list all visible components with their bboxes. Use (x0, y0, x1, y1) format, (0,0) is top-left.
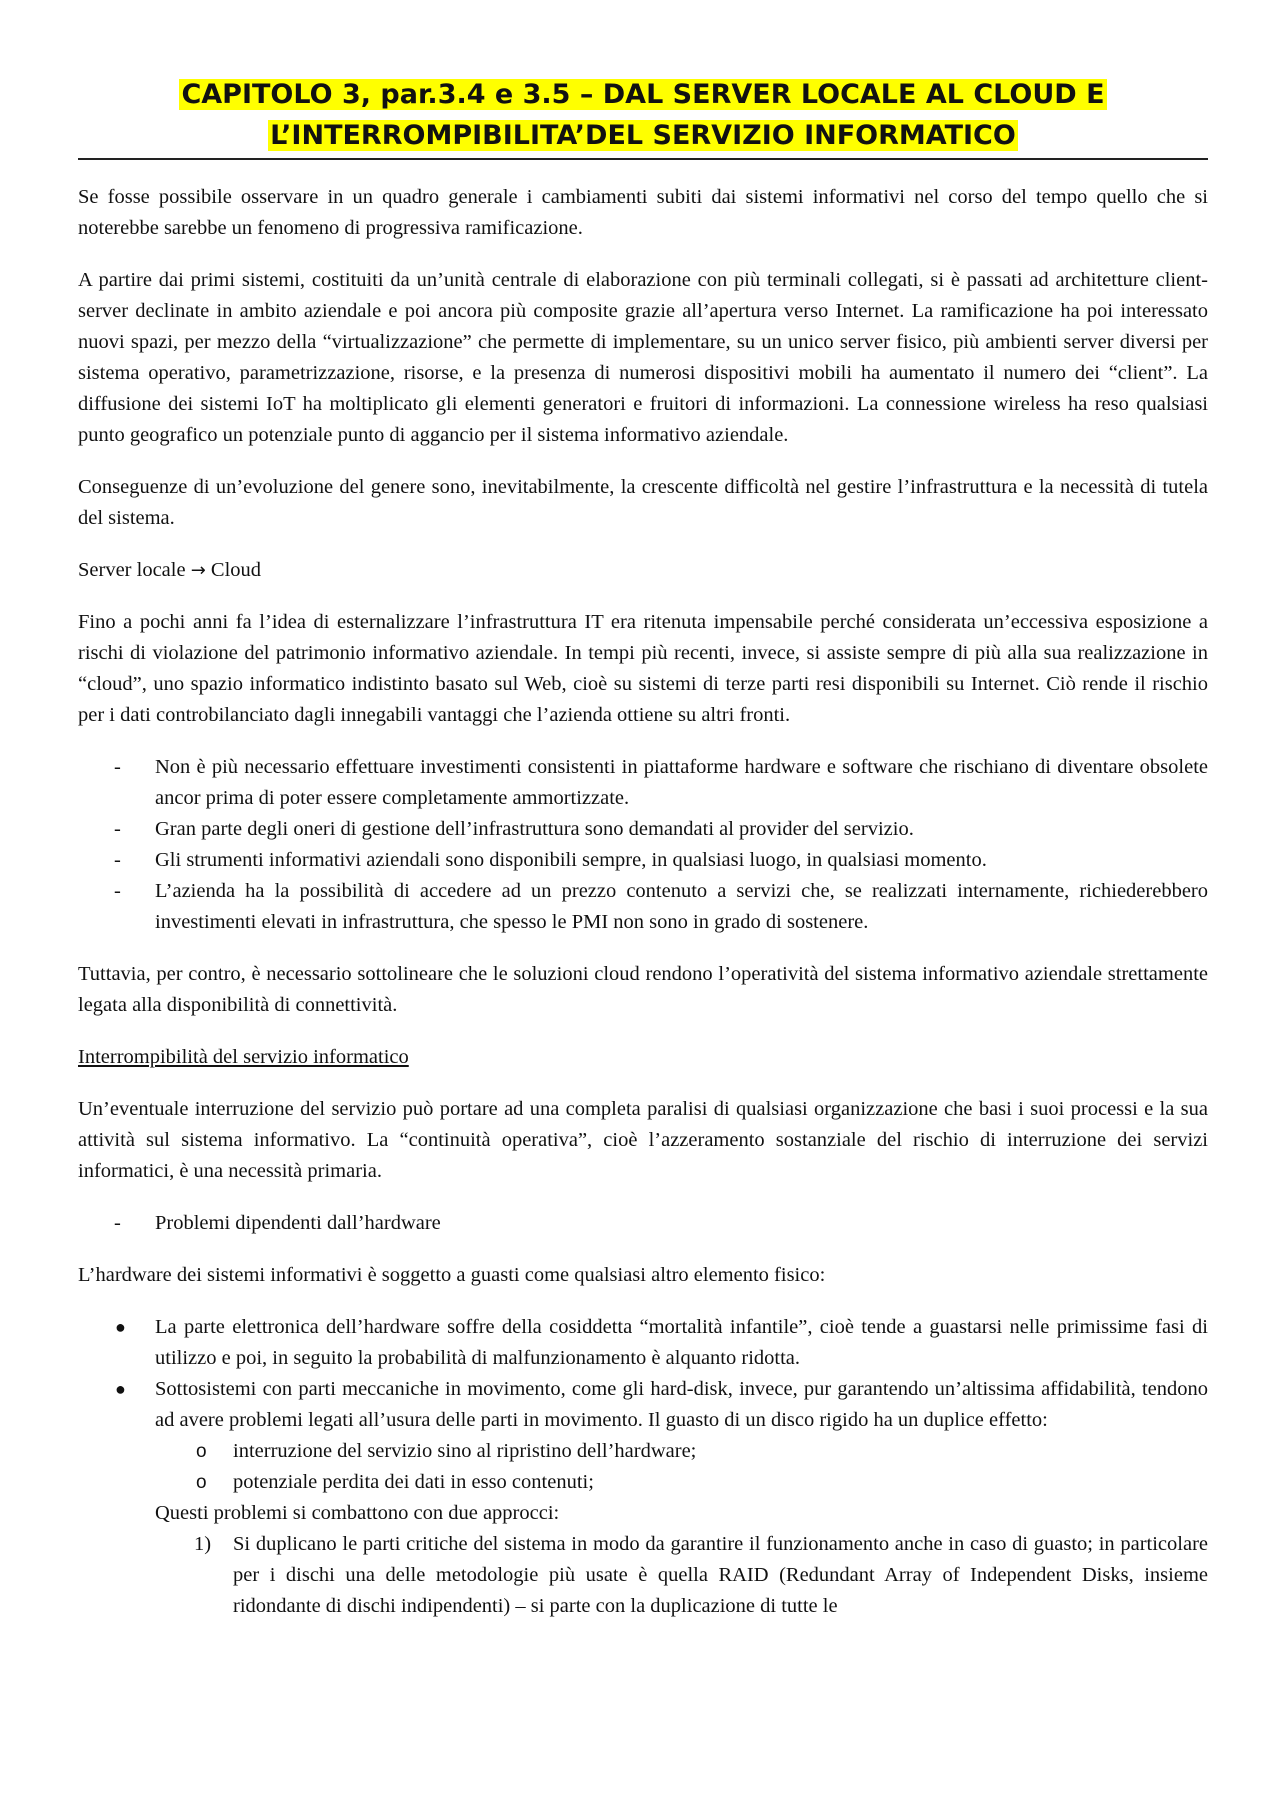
title-line-2: L’INTERROMPIBILITA’DEL SERVIZIO INFORMATICO (270, 120, 1016, 151)
dash-marker: - (114, 1212, 121, 1234)
intro-paragraph-1: Se fosse possibile osservare in un quadro generale i cambiamenti subiti dai sistemi informativi nel corso del tempo quello che si noterebbe sarebbe un fenomeno di progressiva ramificazione. (78, 186, 1208, 239)
interrupt-heading (78, 1042, 1208, 1073)
list-item (78, 814, 1208, 845)
approaches-intro: Questi problemi si combattono con due approcci: (155, 1502, 560, 1524)
cloud-heading-left: Server locale (78, 559, 186, 581)
approach-text: Si duplicano le parti critiche del sistema in modo da garantire il funzionamento anche in caso di guasto; in particolare per i dischi una delle metodologie più usate è quella RAID (Redundant Array of Independent Disks, insieme ridondante di dischi indipendenti) – si parte con la duplicazione di tutte le (233, 1533, 1208, 1617)
interrupt-paragraph-1: Un’eventuale interruzione del servizio può portare ad una completa paralisi di qualsiasi organizzazione che basi i suoi processi e la sua attività sul sistema informativo. La “continuità operativa”, cioè l’azzeramento sostanziale del rischio di interruzione dei servizi informatici, è una necessità primaria. (78, 1098, 1208, 1182)
list-item-text: L’azienda ha la possibilità di accedere ad un prezzo contenuto a servizi che, se realizzati internamente, richiederebbero investimenti elevati in infrastruttura, che spesso le PMI non sono in grado di sostenere. (155, 880, 1208, 933)
dash-marker: - (114, 880, 121, 902)
intro-paragraph-3: Conseguenze di un’evoluzione del genere sono, inevitabilmente, la crescente difficoltà nel gestire l’infrastruttura e la necessità di tutela del sistema. (78, 476, 1208, 529)
list-item (78, 845, 1208, 876)
intro-paragraph-2: A partire dai primi sistemi, costituiti da un’unità centrale di elaborazione con più terminali collegati, si è passati ad architetture client-server declinate in ambito aziendale e poi ancora più composite grazie all’apertura verso Internet. La ramificazione ha poi interessato nuovi spazi, per mezzo della “virtualizzazione” che permette di implementare, su un unico server fisico, più ambienti server diversi per sistema operativo, parametrizzazione, risorse, e la presenza di numerosi dispositivi mobili ha aumentato il numero dei “client”. La diffusione dei sistemi IoT ha moltiplicato gli elementi generatori e fruitori di informazioni. La connessione wireless ha reso qualsiasi punto geografico un potenziale punto di aggancio per il sistema informativo aziendale. (78, 269, 1208, 446)
effect-text: potenziale perdita dei dati in esso contenuti; (233, 1471, 594, 1493)
hardware-subheading-list (78, 1208, 1208, 1239)
effect-text: interruzione del servizio sino al ripristino dell’hardware; (233, 1440, 697, 1462)
title-line-1: CAPITOLO 3, par.3.4 e 3.5 – DAL SERVER LOCALE AL CLOUD E (181, 79, 1105, 110)
list-item (78, 1312, 1208, 1374)
hardware-subheading: Problemi dipendenti dall’hardware (155, 1212, 441, 1234)
list-item (78, 876, 1208, 938)
effects-list (78, 1436, 1208, 1498)
list-item-text: Gli strumenti informativi aziendali sono disponibili sempre, in qualsiasi luogo, in qualsiasi momento. (155, 849, 987, 871)
cloud-heading (78, 555, 1208, 586)
list-item-text: Gran parte degli oneri di gestione dell’infrastruttura sono demandati al provider del servizio. (155, 818, 914, 840)
circle-bullet-icon: o (196, 1472, 207, 1493)
bullet-icon: ● (115, 1379, 126, 1399)
interrupt-heading-text: Interrompibilità del servizio informatico (78, 1046, 409, 1068)
approaches-list (78, 1529, 1208, 1622)
dash-marker: - (114, 849, 121, 871)
list-item (78, 1208, 1208, 1239)
circle-bullet-icon: o (196, 1441, 207, 1462)
advantages-list (78, 752, 1208, 938)
dash-marker: - (114, 818, 121, 840)
list-item (78, 1529, 1208, 1622)
bullet-text: La parte elettronica dell’hardware soffre della cosiddetta “mortalità infantile”, cioè tende a guastarsi nelle primissime fasi di utilizzo e poi, in seguito la probabilità di malfunzionamento è alquanto ridotta. (155, 1316, 1208, 1369)
list-item (78, 1374, 1208, 1436)
document-page (78, 74, 1208, 1622)
document-title (78, 74, 1208, 160)
interrupt-paragraph-2: L’hardware dei sistemi informativi è soggetto a guasti come qualsiasi altro elemento fisico: (78, 1264, 826, 1286)
cloud-paragraph-1: Fino a pochi anni fa l’idea di esternalizzare l’infrastruttura IT era ritenuta impensabile perché considerata un’eccessiva esposizione a rischi di violazione del patrimonio informativo aziendale. In tempi più recenti, invece, si assiste sempre di più alla sua realizzazione in “cloud”, uno spazio informatico indistinto basato sul Web, cioè su sistemi di terze parti resi disponibili su Internet. Ciò rende il rischio per i dati controbilanciato dagli innegabili vantaggi che l’azienda ottiene su altri fronti. (78, 611, 1208, 726)
bullet-text: Sottosistemi con parti meccaniche in movimento, come gli hard-disk, invece, pur garantendo un’altissima affidabilità, tendono ad avere problemi legati all’usura delle parti in movimento. Il guasto di un disco rigido ha un duplice effetto: (155, 1378, 1208, 1431)
list-item (78, 1436, 1208, 1467)
list-item (78, 1467, 1208, 1498)
cloud-paragraph-2: Tuttavia, per contro, è necessario sottolineare che le soluzioni cloud rendono l’operatività del sistema informativo aziendale strettamente legata alla disponibilità di connettività. (78, 963, 1208, 1016)
hardware-bullets (78, 1312, 1208, 1436)
arrow-right-icon: → (190, 560, 206, 581)
dash-marker: - (114, 756, 121, 778)
cloud-heading-right: Cloud (210, 559, 262, 581)
number-marker: 1) (194, 1533, 212, 1555)
list-item (78, 752, 1208, 814)
bullet-icon: ● (115, 1317, 126, 1337)
list-item-text: Non è più necessario effettuare investimenti consistenti in piattaforme hardware e software che rischiano di diventare obsolete ancor prima di poter essere completamente ammortizzate. (155, 756, 1208, 809)
